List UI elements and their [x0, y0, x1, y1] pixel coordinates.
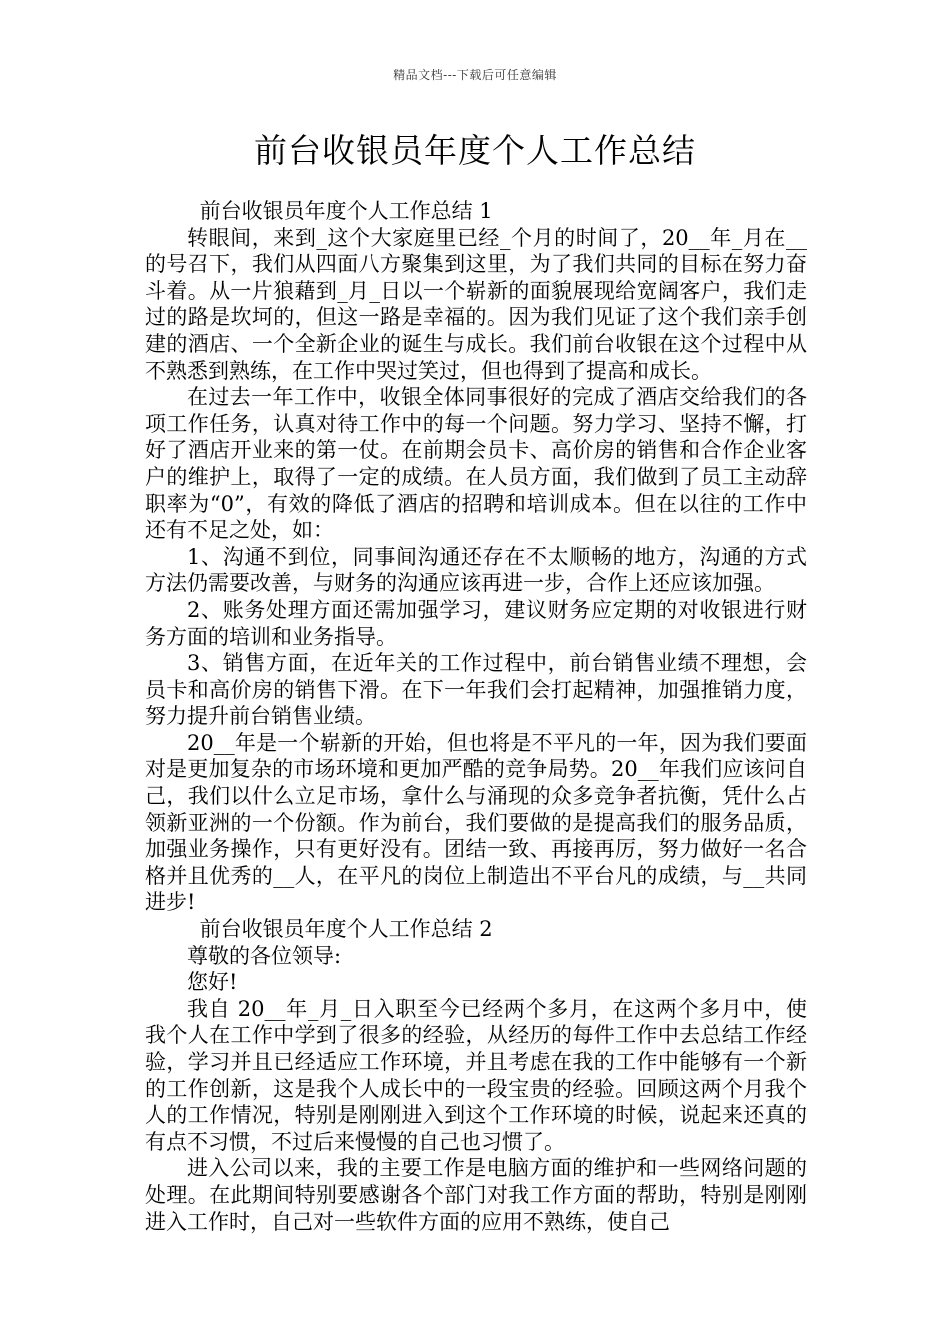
greeting: 您好!	[187, 970, 238, 995]
section-heading: 前台收银员年度个人工作总结 1	[199, 199, 493, 223]
paragraph: 我自 20__年_月_日入职至今已经两个多月，在这两个多月中，使我个人在工作中学到了很多的经验，从经历的每件工作中去总结工作经验，学习并且已经适应工作环境，并且考虑在我的工作中能够有一个新的工作创新，这是我个人成长中的一段宝贵的经验。回顾这两个月我个人的工作情况，特别是刚刚进入到这个工作环境的时候，说起来还真的有点不习惯，不过后来慢慢的自己也习惯了。	[145, 996, 807, 1154]
document-title: 前台收银员年度个人工作总结	[254, 131, 696, 170]
document-body	[145, 198, 807, 1235]
section-heading: 前台收银员年度个人工作总结 2	[199, 917, 493, 942]
list-item: 1、沟通不到位，同事间沟通还存在不太顺畅的地方，沟通的方式方法仍需要改善，与财务的沟通应该再进一步，合作上还应该加强。	[145, 544, 807, 596]
paragraph: 进入公司以来，我的主要工作是电脑方面的维护和一些网络问题的处理。在此期间特别要感谢各个部门对我工作方面的帮助，特别是刚刚进入工作时，自己对一些软件方面的应用不熟练，使自己	[145, 1156, 807, 1234]
list-item: 3、销售方面，在近年关的工作过程中，前台销售业绩不理想，会员卡和高价房的销售下滑。在下一年我们会打起精神，加强推销力度，努力提升前台销售业绩。	[145, 651, 807, 729]
paragraph: 在过去一年工作中，收银全体同事很好的完成了酒店交给我们的各项工作任务，认真对待工作中的每一个问题。努力学习、坚持不懈，打好了酒店开业来的第一仗。在前期会员卡、高价房的销售和合作企业客户的维护上，取得了一定的成绩。在人员方面，我们做到了员工主动辞职率为“0”，有效的降低了酒店的招聘和培训成本。但在以往的工作中还有不足之处，如：	[145, 385, 807, 543]
paragraph: 20__年是一个崭新的开始，但也将是不平凡的一年，因为我们要面对是更加复杂的市场环境和更加严酷的竞争局势。20__年我们应该问自己，我们以什么立足市场，拿什么与涌现的众多竞争者抗衡，凭什么占领新亚洲的一个份额。作为前台，我们要做的是提高我们的服务品质，加强业务操作，只有更好没有。团结一致、再接再厉，努力做好一名合格并且优秀的__人，在平凡的岗位上制造出不平台凡的成绩，与__共同进步!	[145, 730, 807, 915]
page-header: 精品文档---下载后可任意编辑	[393, 68, 557, 82]
salutation: 尊敬的各位领导:	[187, 943, 342, 968]
list-item: 2、账务处理方面还需加强学习，建议财务应定期的对收银进行财务方面的培训和业务指导。	[145, 597, 807, 649]
paragraph: 转眼间，来到_这个大家庭里已经_个月的时间了，20__年_月在__的号召下，我们从四面八方聚集到这里，为了我们共同的目标在努力奋斗着。从一片狼藉到_月_日以一个崭新的面貌展现给宽阔客户，我们走过的路是坎坷的，但这一路是幸福的。因为我们见证了这个我们亲手创建的酒店、一个全新企业的诞生与成长。我们前台收银在这个过程中从不熟悉到熟练，在工作中哭过笑过，但也得到了提高和成长。	[145, 225, 807, 383]
